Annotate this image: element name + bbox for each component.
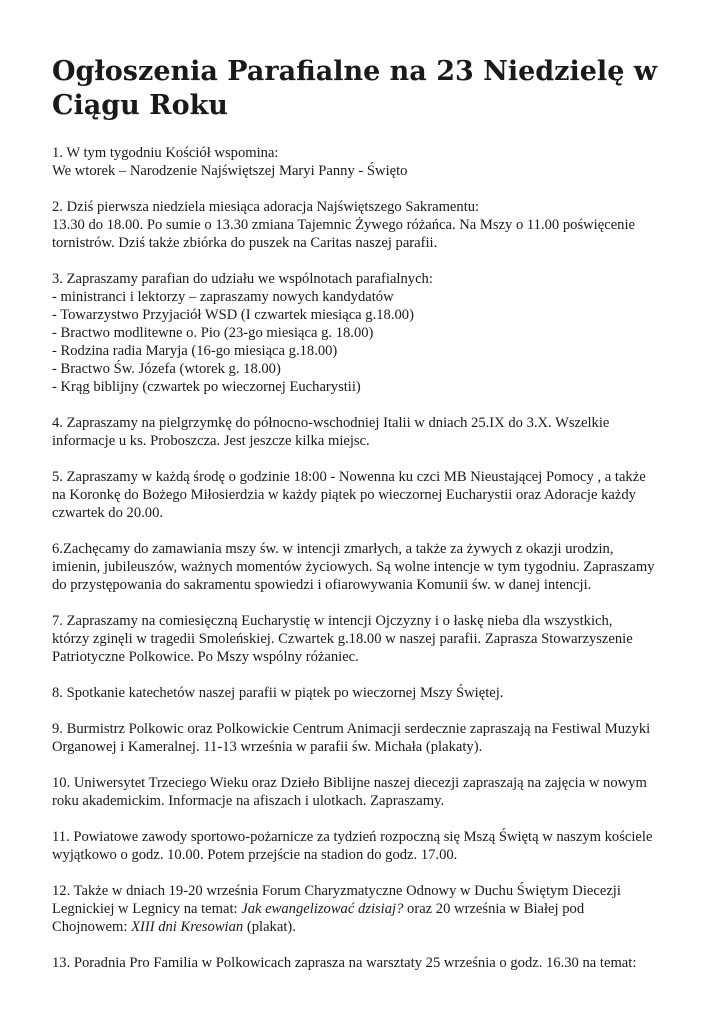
announcement-item	[52, 198, 692, 252]
announcements-list	[52, 144, 692, 990]
italic-topic: Jak ewangelizować dzisiaj?	[241, 901, 404, 917]
announcement-line: imienin, jubileuszów, ważnych momentów życiowych. Są wolne intencje w tym tygodniu. Zapraszamy	[52, 559, 655, 575]
announcement-line: - Towarzystwo Przyjaciół WSD (I czwartek miesiąca g.18.00)	[52, 307, 414, 323]
announcement-line: czwartek do 20.00.	[52, 505, 164, 521]
announcement-item	[52, 720, 692, 756]
announcement-line	[52, 900, 692, 918]
announcement-line: wyjątkowo o godz. 10.00. Potem przejście na stadion do godz. 17.00.	[52, 847, 458, 863]
announcement-line: - Krąg biblijny (czwartek po wieczornej Eucharystii)	[52, 379, 361, 395]
announcement-item-13	[52, 954, 692, 972]
announcement-line: 12. Także w dniach 19-20 września Forum Charyzmatyczne Odnowy w Duchu Świętym Diecezji	[52, 883, 621, 899]
text-segment: oraz 20 września w Białej pod	[403, 901, 585, 917]
announcement-line: Patriotyczne Polkowice. Po Mszy wspólny różaniec.	[52, 649, 359, 665]
announcement-line: na Koronkę do Bożego Miłosierdzia w każdy piątek po wieczornej Eucharystii oraz Adoracje każdy	[52, 487, 636, 503]
announcement-line: 13.30 do 18.00. Po sumie o 13.30 zmiana Tajemnic Żywego różańca. Na Mszy o 11.00 poświęcenie	[52, 217, 636, 233]
announcement-line: do przystępowania do sakramentu spowiedzi i ofiarowywania Komunii św. w danej intencji.	[52, 577, 592, 593]
announcement-line: - ministranci i lektorzy – zapraszamy nowych kandydatów	[52, 289, 394, 305]
text-segment: (plakat).	[243, 919, 296, 935]
announcement-item	[52, 144, 692, 180]
announcement-line: roku akademickim. Informacje na afiszach i ulotkach. Zapraszamy.	[52, 793, 445, 809]
announcement-line: 4. Zapraszamy na pielgrzymkę do północno-wschodniej Italii w dniach 25.IX do 3.X. Wszelkie	[52, 415, 610, 431]
announcement-item	[52, 774, 692, 810]
announcement-line: tornistrów. Dziś także zbiórka do puszek na Caritas naszej parafii.	[52, 235, 438, 251]
announcement-line: 5. Zapraszamy w każdą środę o godzinie 18:00 - Nowenna ku czci MB Nieustającej Pomocy , a także	[52, 469, 646, 485]
text-segment: Legnickiej w Legnicy na temat:	[52, 901, 242, 917]
announcement-line: 11. Powiatowe zawody sportowo-pożarnicze za tydzień rozpoczną się Mszą Świętą w naszym kościele	[52, 829, 653, 845]
announcement-line: - Rodzina radia Maryja (16-go miesiąca g.18.00)	[52, 343, 338, 359]
announcement-line: 10. Uniwersytet Trzeciego Wieku oraz Dzieło Biblijne naszej diecezji zapraszają na zajęcia w nowym	[52, 775, 647, 791]
announcement-line: We wtorek – Narodzenie Najświętszej Maryi Panny - Święto	[52, 163, 408, 179]
announcement-item	[52, 468, 692, 522]
announcement-line: 13. Poradnia Pro Familia w Polkowicach zaprasza na warsztaty 25 września o godz. 16.30 na temat:	[52, 955, 637, 971]
announcement-line: którzy zginęli w tragedii Smoleńskiej. Czwartek g.18.00 w naszej parafii. Zaprasza Stowarzyszenie	[52, 631, 633, 647]
announcement-item	[52, 684, 692, 702]
announcement-line	[52, 918, 692, 936]
page-title	[52, 55, 692, 123]
announcement-line: 6.Zachęcamy do zamawiania mszy św. w intencji zmarłych, a także za żywych z okazji urodzin,	[52, 541, 614, 557]
announcement-items	[52, 144, 692, 864]
announcement-item	[52, 414, 692, 450]
announcement-line: Organowej i Kameralnej. 11-13 września w parafii św. Michała (plakaty).	[52, 739, 483, 755]
title-line: Ciągu Roku	[52, 90, 228, 121]
announcement-item	[52, 612, 692, 666]
announcement-item	[52, 540, 692, 594]
announcement-line: 9. Burmistrz Polkowic oraz Polkowickie Centrum Animacji serdecznie zapraszają na Festiwal Muzyki	[52, 721, 651, 737]
announcement-line: - Bractwo Św. Józefa (wtorek g. 18.00)	[52, 361, 281, 377]
announcement-item-12	[52, 882, 692, 936]
announcement-item	[52, 270, 692, 396]
italic-event-name: XIII dni Kresowian	[131, 919, 244, 935]
text-segment: Chojnowem:	[52, 919, 132, 935]
announcement-line: 1. W tym tygodniu Kościół wspomina:	[52, 145, 279, 161]
announcement-line: 8. Spotkanie katechetów naszej parafii w piątek po wieczornej Mszy Świętej.	[52, 685, 504, 701]
announcement-line: - Bractwo modlitewne o. Pio (23-go miesiąca g. 18.00)	[52, 325, 374, 341]
announcement-line: informacje u ks. Proboszcza. Jest jeszcze kilka miejsc.	[52, 433, 370, 449]
announcement-item	[52, 828, 692, 864]
title-line: Ogłoszenia Parafialne na 23 Niedzielę w	[52, 56, 658, 87]
announcement-line: 2. Dziś pierwsza niedziela miesiąca adoracja Najświętszego Sakramentu:	[52, 199, 480, 215]
announcement-line: 7. Zapraszamy na comiesięczną Eucharystię w intencji Ojczyzny i o łaskę nieba dla wszystkich,	[52, 613, 613, 629]
announcement-line: 3. Zapraszamy parafian do udziału we wspólnotach parafialnych:	[52, 271, 433, 287]
